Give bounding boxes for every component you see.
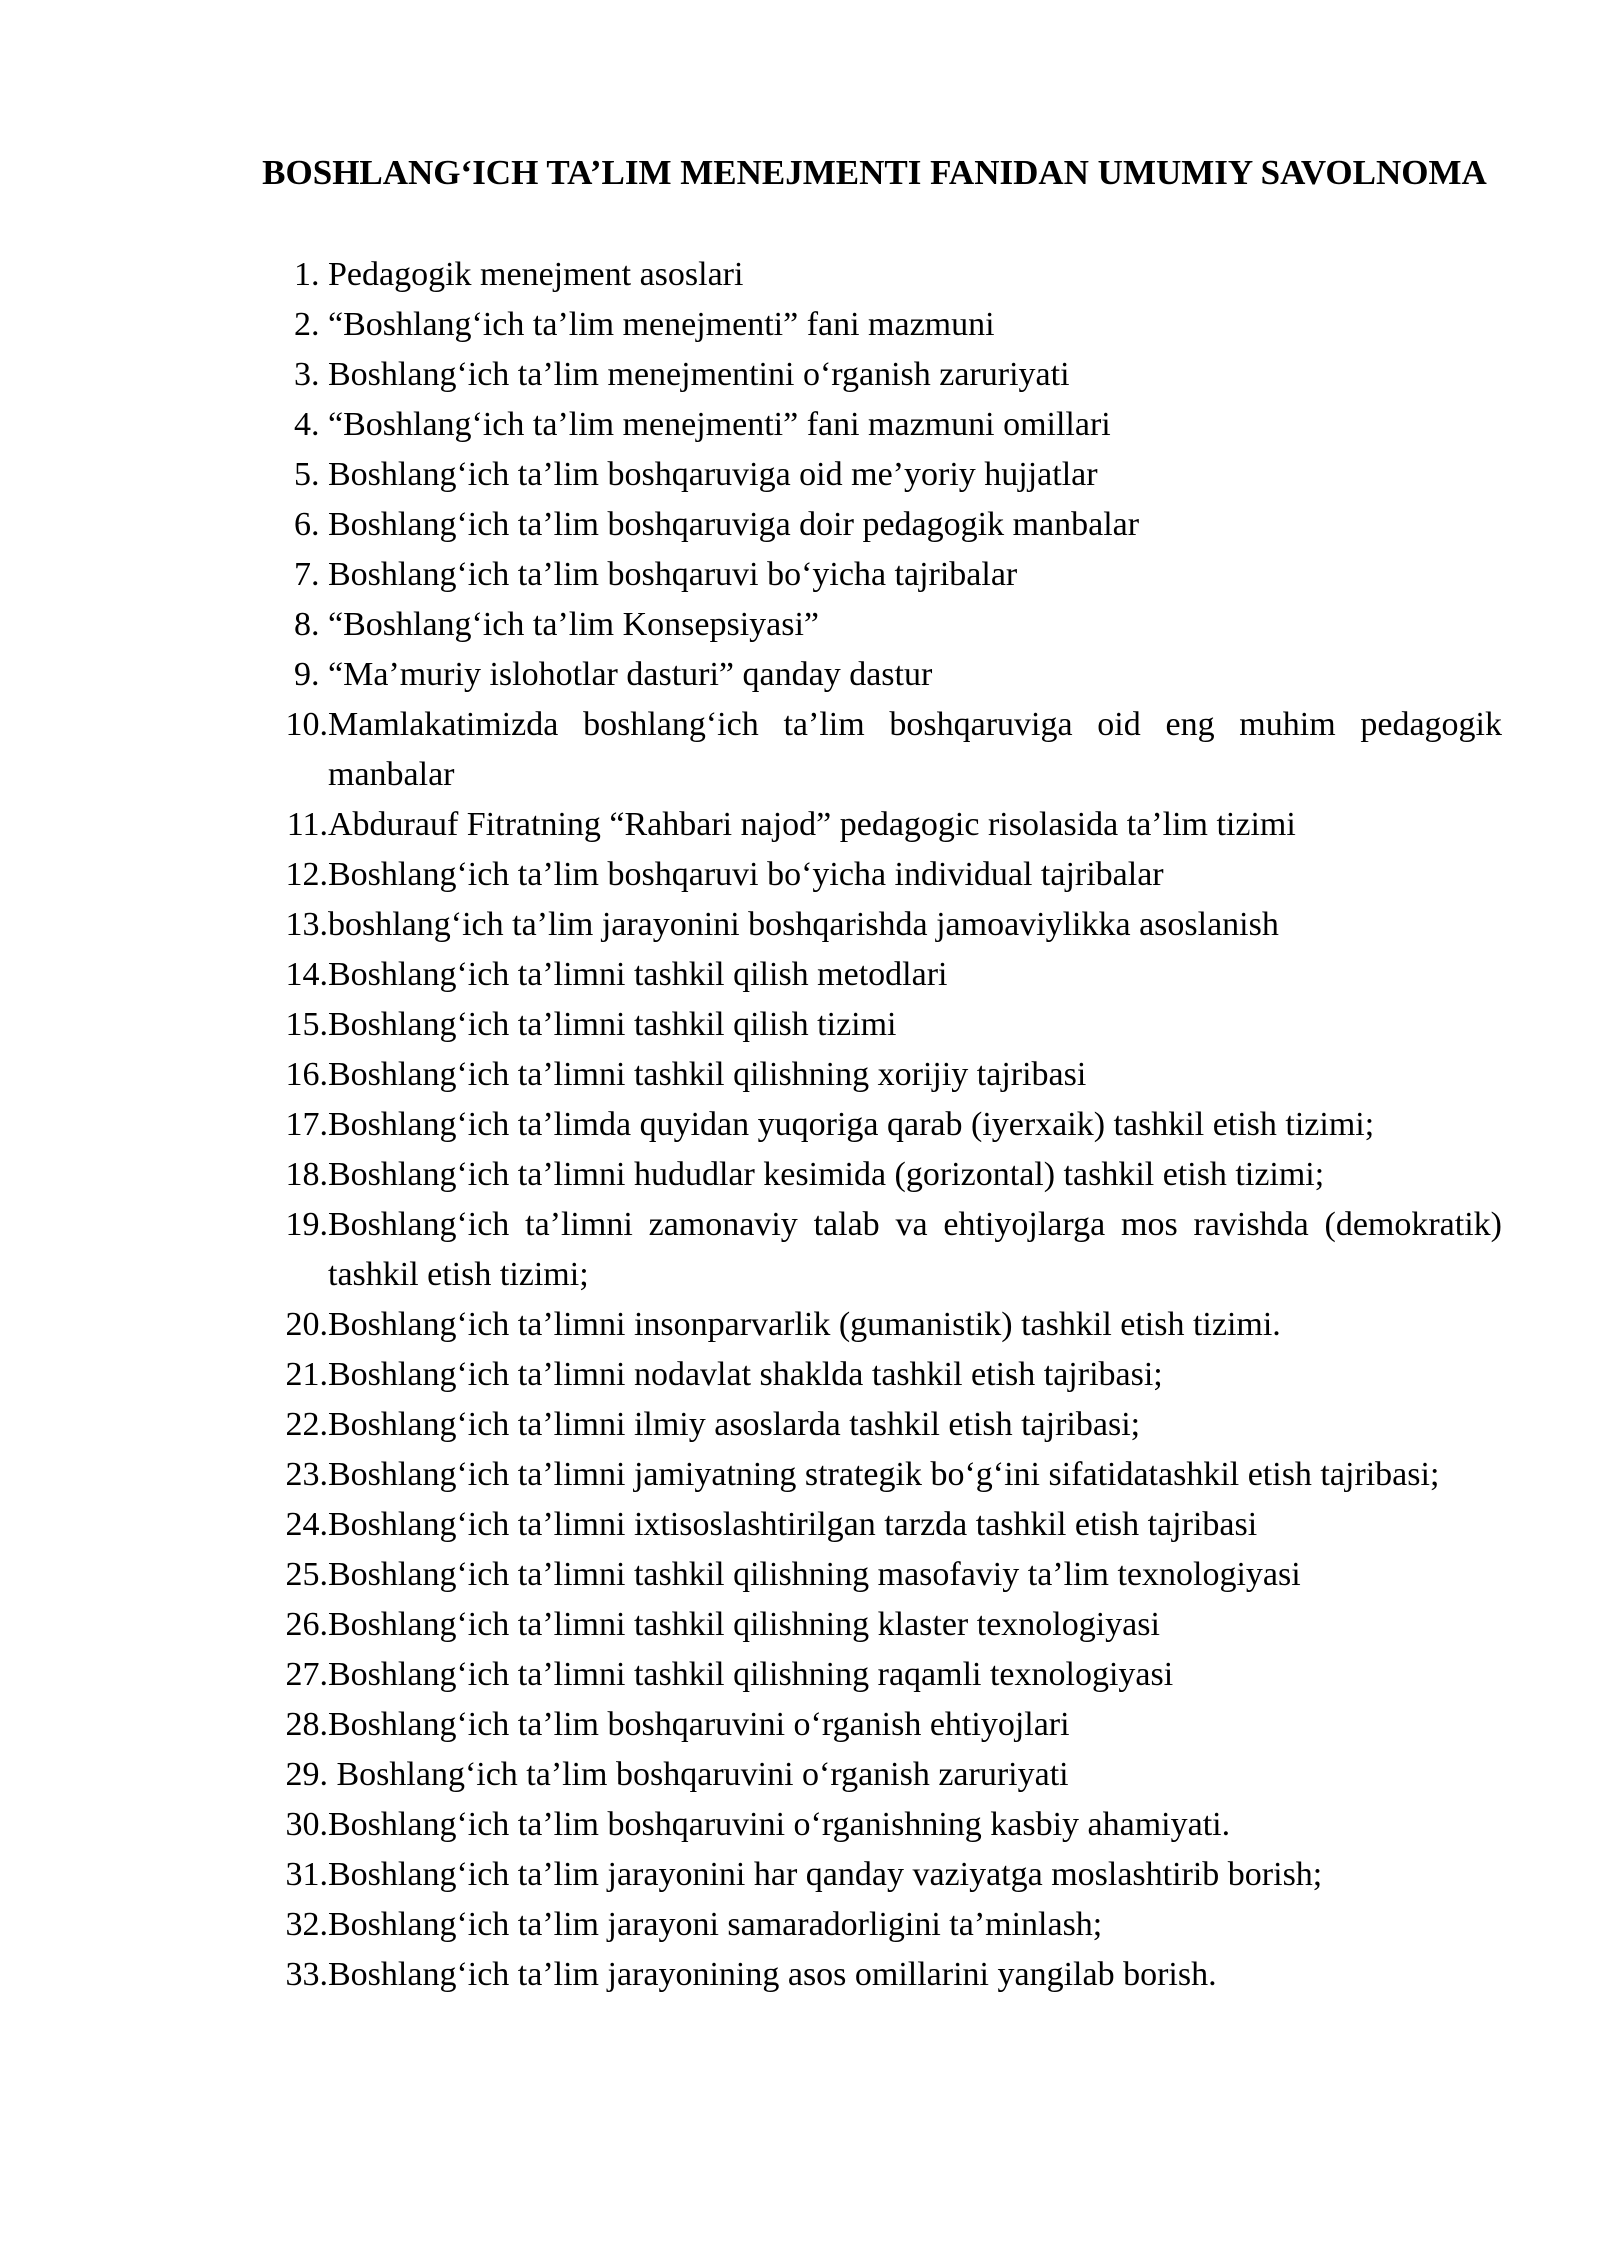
question-item — [270, 1050, 1502, 1100]
question-item — [270, 1900, 1502, 1950]
question-number: 12. — [285, 856, 328, 893]
question-item — [270, 500, 1502, 550]
question-text: Boshlang‘ich ta’lim boshqaruvini o‘rganish ehtiyojlari — [328, 1706, 1070, 1743]
question-number: 16. — [285, 1056, 328, 1093]
question-text: Boshlang‘ich ta’lim menejmentini o‘rganish zaruriyati — [328, 356, 1070, 393]
question-item — [270, 250, 1502, 300]
question-number: 30. — [285, 1806, 328, 1843]
question-number: 9. — [294, 656, 328, 693]
question-text: Boshlang‘ich ta’limni ixtisoslashtirilgan tarzda tashkil etish tajribasi — [328, 1506, 1258, 1543]
question-item — [270, 1450, 1502, 1500]
question-text: Boshlang‘ich ta’limni tashkil qilishning masofaviy ta’lim texnologiyasi — [328, 1556, 1301, 1593]
question-number: 32. — [285, 1906, 328, 1943]
question-text: Boshlang‘ich ta’lim boshqaruvini o‘rganishning kasbiy ahamiyati. — [328, 1806, 1231, 1843]
question-item — [270, 950, 1502, 1000]
question-text: Boshlang‘ich ta’limni tashkil qilish metodlari — [328, 956, 948, 993]
question-number: 18. — [285, 1156, 328, 1193]
document-title: BOSHLANG‘ICH TA’LIM MENEJMENTI FANIDAN UMUMIY SAVOLNOMA — [262, 153, 1487, 192]
question-number: 15. — [285, 1006, 328, 1043]
question-number: 24. — [285, 1506, 328, 1543]
question-item — [270, 1300, 1502, 1350]
question-item — [270, 600, 1502, 650]
question-item — [270, 800, 1502, 850]
question-number: 4. — [294, 406, 328, 443]
question-number: 33. — [285, 1956, 328, 1993]
question-text: Boshlang‘ich ta’lim boshqaruvini o‘rganish zaruriyati — [328, 1756, 1069, 1793]
question-number: 28. — [285, 1706, 328, 1743]
question-text: Boshlang‘ich ta’lim boshqaruviga doir pedagogik manbalar — [328, 506, 1140, 543]
question-text: “Ma’muriy islohotlar dasturi” qanday dastur — [328, 656, 933, 693]
question-text: Boshlang‘ich ta’limni tashkil qilishning raqamli texnologiyasi — [328, 1656, 1174, 1693]
question-number: 10. — [285, 706, 328, 743]
question-item — [270, 450, 1502, 500]
question-number: 23. — [285, 1456, 328, 1493]
question-text: Boshlang‘ich ta’limni jamiyatning strategik bo‘g‘ini sifatidatashkil etish tajribasi; — [328, 1456, 1440, 1493]
question-number: 8. — [294, 606, 328, 643]
question-text: “Boshlang‘ich ta’lim menejmenti” fani mazmuni — [328, 306, 995, 343]
question-text: Mamlakatimizda boshlang‘ich ta’lim boshqaruviga oid eng muhim pedagogik manbalar — [328, 706, 1502, 793]
question-item — [270, 1550, 1502, 1600]
question-number: 3. — [294, 356, 328, 393]
question-item — [270, 850, 1502, 900]
question-text: Boshlang‘ich ta’lim jarayoni samaradorligini ta’minlash; — [328, 1906, 1103, 1943]
question-text: Pedagogik menejment asoslari — [328, 256, 744, 293]
question-text: Boshlang‘ich ta’lim jarayonini har qanday vaziyatga moslashtirib borish; — [328, 1856, 1323, 1893]
question-number: 14. — [285, 956, 328, 993]
question-number: 2. — [294, 306, 328, 343]
question-text: Boshlang‘ich ta’limni zamonaviy talab va ehtiyojlarga mos ravishda (demokratik) tashkil etish tizimi; — [328, 1206, 1502, 1293]
question-item — [270, 400, 1502, 450]
question-item — [270, 900, 1502, 950]
question-text: Boshlang‘ich ta’limni insonparvarlik (gumanistik) tashkil etish tizimi. — [328, 1306, 1281, 1343]
question-text: Boshlang‘ich ta’lim boshqaruviga oid me’yoriy hujjatlar — [328, 456, 1098, 493]
question-text: “Boshlang‘ich ta’lim menejmenti” fani mazmuni omillari — [328, 406, 1111, 443]
question-text: “Boshlang‘ich ta’lim Konsepsiyasi” — [328, 606, 820, 643]
question-item — [270, 700, 1502, 800]
question-item — [270, 350, 1502, 400]
question-text: boshlang‘ich ta’lim jarayonini boshqarishda jamoaviylikka asoslanish — [328, 906, 1279, 943]
question-text: Boshlang‘ich ta’limni tashkil qilishning klaster texnologiyasi — [328, 1606, 1160, 1643]
question-item — [270, 1850, 1502, 1900]
question-number: 5. — [294, 456, 328, 493]
question-text: Boshlang‘ich ta’limda quyidan yuqoriga qarab (iyerxaik) tashkil etish tizimi; — [328, 1106, 1375, 1143]
question-item — [270, 1700, 1502, 1750]
question-item — [270, 1650, 1502, 1700]
question-number: 22. — [285, 1406, 328, 1443]
question-text: Boshlang‘ich ta’lim jarayonining asos omillarini yangilab borish. — [328, 1956, 1217, 1993]
question-item — [270, 1350, 1502, 1400]
question-number: 19. — [285, 1206, 328, 1243]
question-text: Abdurauf Fitratning “Rahbari najod” pedagogic risolasida ta’lim tizimi — [328, 806, 1296, 843]
question-item — [270, 1950, 1502, 2000]
question-number: 31. — [285, 1856, 328, 1893]
question-number: 29. — [285, 1756, 328, 1793]
question-text: Boshlang‘ich ta’limni tashkil qilishning xorijiy tajribasi — [328, 1056, 1087, 1093]
question-item — [270, 1200, 1502, 1300]
question-item — [270, 550, 1502, 600]
question-number: 11. — [286, 806, 328, 843]
question-text: Boshlang‘ich ta’lim boshqaruvi bo‘yicha tajribalar — [328, 556, 1018, 593]
question-item — [270, 1400, 1502, 1450]
question-text: Boshlang‘ich ta’limni ilmiy asoslarda tashkil etish tajribasi; — [328, 1406, 1141, 1443]
question-text: Boshlang‘ich ta’limni tashkil qilish tizimi — [328, 1006, 897, 1043]
question-number: 13. — [285, 906, 328, 943]
question-item — [270, 1750, 1502, 1800]
question-number: 20. — [285, 1306, 328, 1343]
question-list — [270, 250, 1502, 2000]
question-number: 6. — [294, 506, 328, 543]
question-item — [270, 1600, 1502, 1650]
question-item — [270, 1100, 1502, 1150]
question-number: 27. — [285, 1656, 328, 1693]
question-number: 25. — [285, 1556, 328, 1593]
question-item — [270, 1150, 1502, 1200]
question-number: 7. — [294, 556, 328, 593]
question-number: 1. — [294, 256, 328, 293]
question-item — [270, 1800, 1502, 1850]
question-text: Boshlang‘ich ta’limni nodavlat shaklda tashkil etish tajribasi; — [328, 1356, 1163, 1393]
question-number: 26. — [285, 1606, 328, 1643]
question-item — [270, 650, 1502, 700]
question-item — [270, 1000, 1502, 1050]
question-text: Boshlang‘ich ta’limni hududlar kesimida (gorizontal) tashkil etish tizimi; — [328, 1156, 1325, 1193]
question-item — [270, 300, 1502, 350]
question-number: 21. — [285, 1356, 328, 1393]
question-text: Boshlang‘ich ta’lim boshqaruvi bo‘yicha individual tajribalar — [328, 856, 1164, 893]
question-number: 17. — [285, 1106, 328, 1143]
question-item — [270, 1500, 1502, 1550]
